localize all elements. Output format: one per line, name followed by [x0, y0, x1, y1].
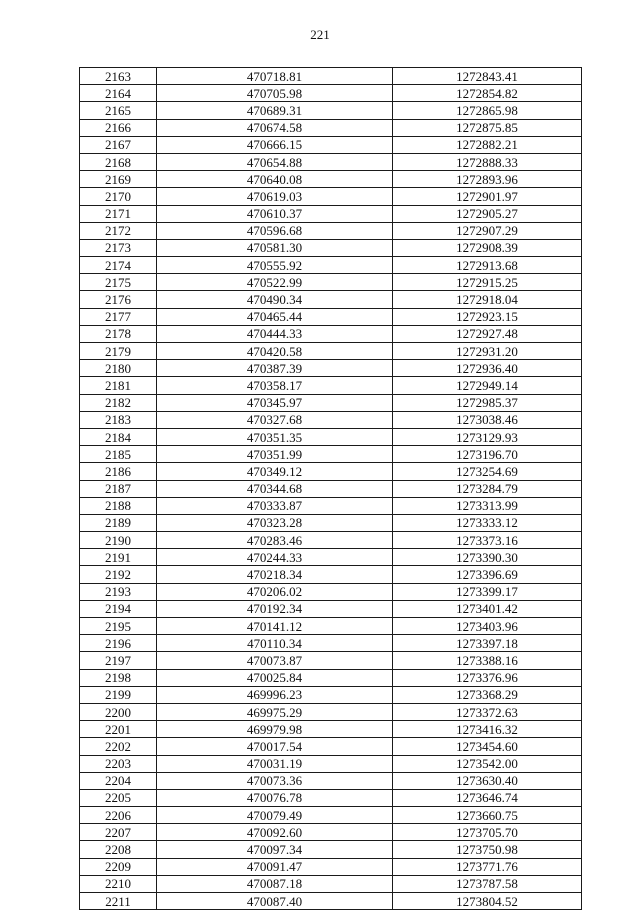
y-coordinate-cell: 1272915.25 [393, 274, 582, 291]
table-row [80, 497, 582, 514]
table-row [80, 239, 582, 256]
point-number-cell: 2207 [80, 824, 157, 841]
y-coordinate-cell: 1272843.41 [393, 68, 582, 85]
x-coordinate-cell: 470666.15 [157, 136, 393, 153]
point-number-cell: 2192 [80, 566, 157, 583]
y-coordinate-cell: 1273646.74 [393, 789, 582, 806]
point-number-cell: 2182 [80, 394, 157, 411]
x-coordinate-cell: 470640.08 [157, 171, 393, 188]
x-coordinate-cell: 470345.97 [157, 394, 393, 411]
x-coordinate-cell: 470025.84 [157, 669, 393, 686]
table-row [80, 119, 582, 136]
table-row [80, 789, 582, 806]
x-coordinate-cell: 470097.34 [157, 841, 393, 858]
table-row [80, 102, 582, 119]
table-row [80, 875, 582, 892]
y-coordinate-cell: 1272893.96 [393, 171, 582, 188]
table-row [80, 136, 582, 153]
table-row [80, 153, 582, 170]
point-number-cell: 2169 [80, 171, 157, 188]
y-coordinate-cell: 1273196.70 [393, 446, 582, 463]
y-coordinate-cell: 1272908.39 [393, 239, 582, 256]
x-coordinate-cell: 470387.39 [157, 360, 393, 377]
y-coordinate-cell: 1272913.68 [393, 257, 582, 274]
table-row [80, 893, 582, 910]
x-coordinate-cell: 470323.28 [157, 514, 393, 531]
x-coordinate-cell: 470581.30 [157, 239, 393, 256]
table-row [80, 532, 582, 549]
point-number-cell: 2166 [80, 119, 157, 136]
y-coordinate-cell: 1273372.63 [393, 703, 582, 720]
point-number-cell: 2199 [80, 686, 157, 703]
x-coordinate-cell: 470705.98 [157, 85, 393, 102]
x-coordinate-cell: 470358.17 [157, 377, 393, 394]
y-coordinate-cell: 1273804.52 [393, 893, 582, 910]
y-coordinate-cell: 1273038.46 [393, 411, 582, 428]
point-number-cell: 2165 [80, 102, 157, 119]
x-coordinate-cell: 470420.58 [157, 343, 393, 360]
y-coordinate-cell: 1272854.82 [393, 85, 582, 102]
point-number-cell: 2196 [80, 635, 157, 652]
x-coordinate-cell: 470351.99 [157, 446, 393, 463]
y-coordinate-cell: 1273787.58 [393, 875, 582, 892]
y-coordinate-cell: 1272888.33 [393, 153, 582, 170]
point-number-cell: 2190 [80, 532, 157, 549]
table-row [80, 325, 582, 342]
y-coordinate-cell: 1273313.99 [393, 497, 582, 514]
table-row [80, 68, 582, 85]
point-number-cell: 2176 [80, 291, 157, 308]
y-coordinate-cell: 1272875.85 [393, 119, 582, 136]
table-row [80, 703, 582, 720]
table-row [80, 824, 582, 841]
x-coordinate-cell: 470674.58 [157, 119, 393, 136]
point-number-cell: 2178 [80, 325, 157, 342]
table-row [80, 188, 582, 205]
table-row [80, 807, 582, 824]
point-number-cell: 2197 [80, 652, 157, 669]
x-coordinate-cell: 470087.18 [157, 875, 393, 892]
y-coordinate-cell: 1273771.76 [393, 858, 582, 875]
point-number-cell: 2202 [80, 738, 157, 755]
table-row [80, 652, 582, 669]
y-coordinate-cell: 1273373.16 [393, 532, 582, 549]
table-row [80, 291, 582, 308]
x-coordinate-cell: 470610.37 [157, 205, 393, 222]
y-coordinate-cell: 1272905.27 [393, 205, 582, 222]
y-coordinate-cell: 1273660.75 [393, 807, 582, 824]
y-coordinate-cell: 1272936.40 [393, 360, 582, 377]
y-coordinate-cell: 1273368.29 [393, 686, 582, 703]
table-row [80, 583, 582, 600]
x-coordinate-cell: 470073.87 [157, 652, 393, 669]
point-number-cell: 2170 [80, 188, 157, 205]
y-coordinate-cell: 1273454.60 [393, 738, 582, 755]
y-coordinate-cell: 1273397.18 [393, 635, 582, 652]
y-coordinate-cell: 1273396.69 [393, 566, 582, 583]
x-coordinate-cell: 470283.46 [157, 532, 393, 549]
x-coordinate-cell: 470522.99 [157, 274, 393, 291]
point-number-cell: 2172 [80, 222, 157, 239]
table-row [80, 600, 582, 617]
point-number-cell: 2184 [80, 428, 157, 445]
table-row [80, 222, 582, 239]
x-coordinate-cell: 470689.31 [157, 102, 393, 119]
x-coordinate-cell: 470490.34 [157, 291, 393, 308]
y-coordinate-cell: 1272949.14 [393, 377, 582, 394]
x-coordinate-cell: 470444.33 [157, 325, 393, 342]
x-coordinate-cell: 470218.34 [157, 566, 393, 583]
x-coordinate-cell: 470327.68 [157, 411, 393, 428]
x-coordinate-cell: 470206.02 [157, 583, 393, 600]
point-number-cell: 2188 [80, 497, 157, 514]
x-coordinate-cell: 470465.44 [157, 308, 393, 325]
point-number-cell: 2194 [80, 600, 157, 617]
x-coordinate-cell: 470110.34 [157, 635, 393, 652]
coordinates-table [79, 67, 582, 910]
point-number-cell: 2200 [80, 703, 157, 720]
table-row [80, 274, 582, 291]
table-row [80, 428, 582, 445]
y-coordinate-cell: 1272985.37 [393, 394, 582, 411]
point-number-cell: 2205 [80, 789, 157, 806]
table-row [80, 566, 582, 583]
x-coordinate-cell: 470333.87 [157, 497, 393, 514]
point-number-cell: 2173 [80, 239, 157, 256]
x-coordinate-cell: 470619.03 [157, 188, 393, 205]
x-coordinate-cell: 470073.36 [157, 772, 393, 789]
y-coordinate-cell: 1272865.98 [393, 102, 582, 119]
table-row [80, 446, 582, 463]
point-number-cell: 2208 [80, 841, 157, 858]
table-row [80, 308, 582, 325]
y-coordinate-cell: 1273542.00 [393, 755, 582, 772]
point-number-cell: 2210 [80, 875, 157, 892]
x-coordinate-cell: 470244.33 [157, 549, 393, 566]
table-row [80, 343, 582, 360]
table-row [80, 686, 582, 703]
y-coordinate-cell: 1273401.42 [393, 600, 582, 617]
x-coordinate-cell: 470076.78 [157, 789, 393, 806]
table-row [80, 360, 582, 377]
y-coordinate-cell: 1273388.16 [393, 652, 582, 669]
point-number-cell: 2195 [80, 618, 157, 635]
y-coordinate-cell: 1272882.21 [393, 136, 582, 153]
point-number-cell: 2183 [80, 411, 157, 428]
table-row [80, 549, 582, 566]
x-coordinate-cell: 470092.60 [157, 824, 393, 841]
y-coordinate-cell: 1273399.17 [393, 583, 582, 600]
point-number-cell: 2180 [80, 360, 157, 377]
point-number-cell: 2211 [80, 893, 157, 910]
x-coordinate-cell: 470555.92 [157, 257, 393, 274]
table-row [80, 205, 582, 222]
table-row [80, 411, 582, 428]
table-row [80, 738, 582, 755]
x-coordinate-cell: 470141.12 [157, 618, 393, 635]
table-row [80, 772, 582, 789]
point-number-cell: 2177 [80, 308, 157, 325]
y-coordinate-cell: 1273750.98 [393, 841, 582, 858]
x-coordinate-cell: 470718.81 [157, 68, 393, 85]
point-number-cell: 2203 [80, 755, 157, 772]
table-row [80, 377, 582, 394]
table-row [80, 480, 582, 497]
y-coordinate-cell: 1273705.70 [393, 824, 582, 841]
y-coordinate-cell: 1273390.30 [393, 549, 582, 566]
table-row [80, 463, 582, 480]
x-coordinate-cell: 470654.88 [157, 153, 393, 170]
point-number-cell: 2181 [80, 377, 157, 394]
point-number-cell: 2204 [80, 772, 157, 789]
y-coordinate-cell: 1273376.96 [393, 669, 582, 686]
point-number-cell: 2198 [80, 669, 157, 686]
point-number-cell: 2179 [80, 343, 157, 360]
table-row [80, 721, 582, 738]
table-row [80, 669, 582, 686]
table-row [80, 394, 582, 411]
x-coordinate-cell: 469975.29 [157, 703, 393, 720]
y-coordinate-cell: 1272931.20 [393, 343, 582, 360]
point-number-cell: 2187 [80, 480, 157, 497]
table-row [80, 755, 582, 772]
table-row [80, 858, 582, 875]
x-coordinate-cell: 470596.68 [157, 222, 393, 239]
point-number-cell: 2189 [80, 514, 157, 531]
x-coordinate-cell: 470079.49 [157, 807, 393, 824]
table-row [80, 171, 582, 188]
x-coordinate-cell: 470017.54 [157, 738, 393, 755]
table-row [80, 841, 582, 858]
x-coordinate-cell: 469979.98 [157, 721, 393, 738]
y-coordinate-cell: 1273403.96 [393, 618, 582, 635]
point-number-cell: 2167 [80, 136, 157, 153]
y-coordinate-cell: 1273254.69 [393, 463, 582, 480]
point-number-cell: 2185 [80, 446, 157, 463]
y-coordinate-cell: 1273284.79 [393, 480, 582, 497]
x-coordinate-cell: 470087.40 [157, 893, 393, 910]
point-number-cell: 2171 [80, 205, 157, 222]
point-number-cell: 2175 [80, 274, 157, 291]
point-number-cell: 2206 [80, 807, 157, 824]
point-number-cell: 2164 [80, 85, 157, 102]
y-coordinate-cell: 1272901.97 [393, 188, 582, 205]
point-number-cell: 2174 [80, 257, 157, 274]
y-coordinate-cell: 1273630.40 [393, 772, 582, 789]
y-coordinate-cell: 1272907.29 [393, 222, 582, 239]
x-coordinate-cell: 470344.68 [157, 480, 393, 497]
x-coordinate-cell: 470031.19 [157, 755, 393, 772]
x-coordinate-cell: 470349.12 [157, 463, 393, 480]
page-number: 221 [310, 27, 330, 42]
y-coordinate-cell: 1273416.32 [393, 721, 582, 738]
table-row [80, 257, 582, 274]
table-row [80, 635, 582, 652]
y-coordinate-cell: 1273129.93 [393, 428, 582, 445]
point-number-cell: 2163 [80, 68, 157, 85]
y-coordinate-cell: 1272923.15 [393, 308, 582, 325]
y-coordinate-cell: 1273333.12 [393, 514, 582, 531]
point-number-cell: 2186 [80, 463, 157, 480]
point-number-cell: 2191 [80, 549, 157, 566]
coordinates-table-body [80, 68, 582, 910]
y-coordinate-cell: 1272918.04 [393, 291, 582, 308]
point-number-cell: 2193 [80, 583, 157, 600]
table-row [80, 514, 582, 531]
point-number-cell: 2209 [80, 858, 157, 875]
point-number-cell: 2201 [80, 721, 157, 738]
point-number-cell: 2168 [80, 153, 157, 170]
table-row [80, 618, 582, 635]
x-coordinate-cell: 470192.34 [157, 600, 393, 617]
x-coordinate-cell: 469996.23 [157, 686, 393, 703]
x-coordinate-cell: 470351.35 [157, 428, 393, 445]
x-coordinate-cell: 470091.47 [157, 858, 393, 875]
y-coordinate-cell: 1272927.48 [393, 325, 582, 342]
table-row [80, 85, 582, 102]
